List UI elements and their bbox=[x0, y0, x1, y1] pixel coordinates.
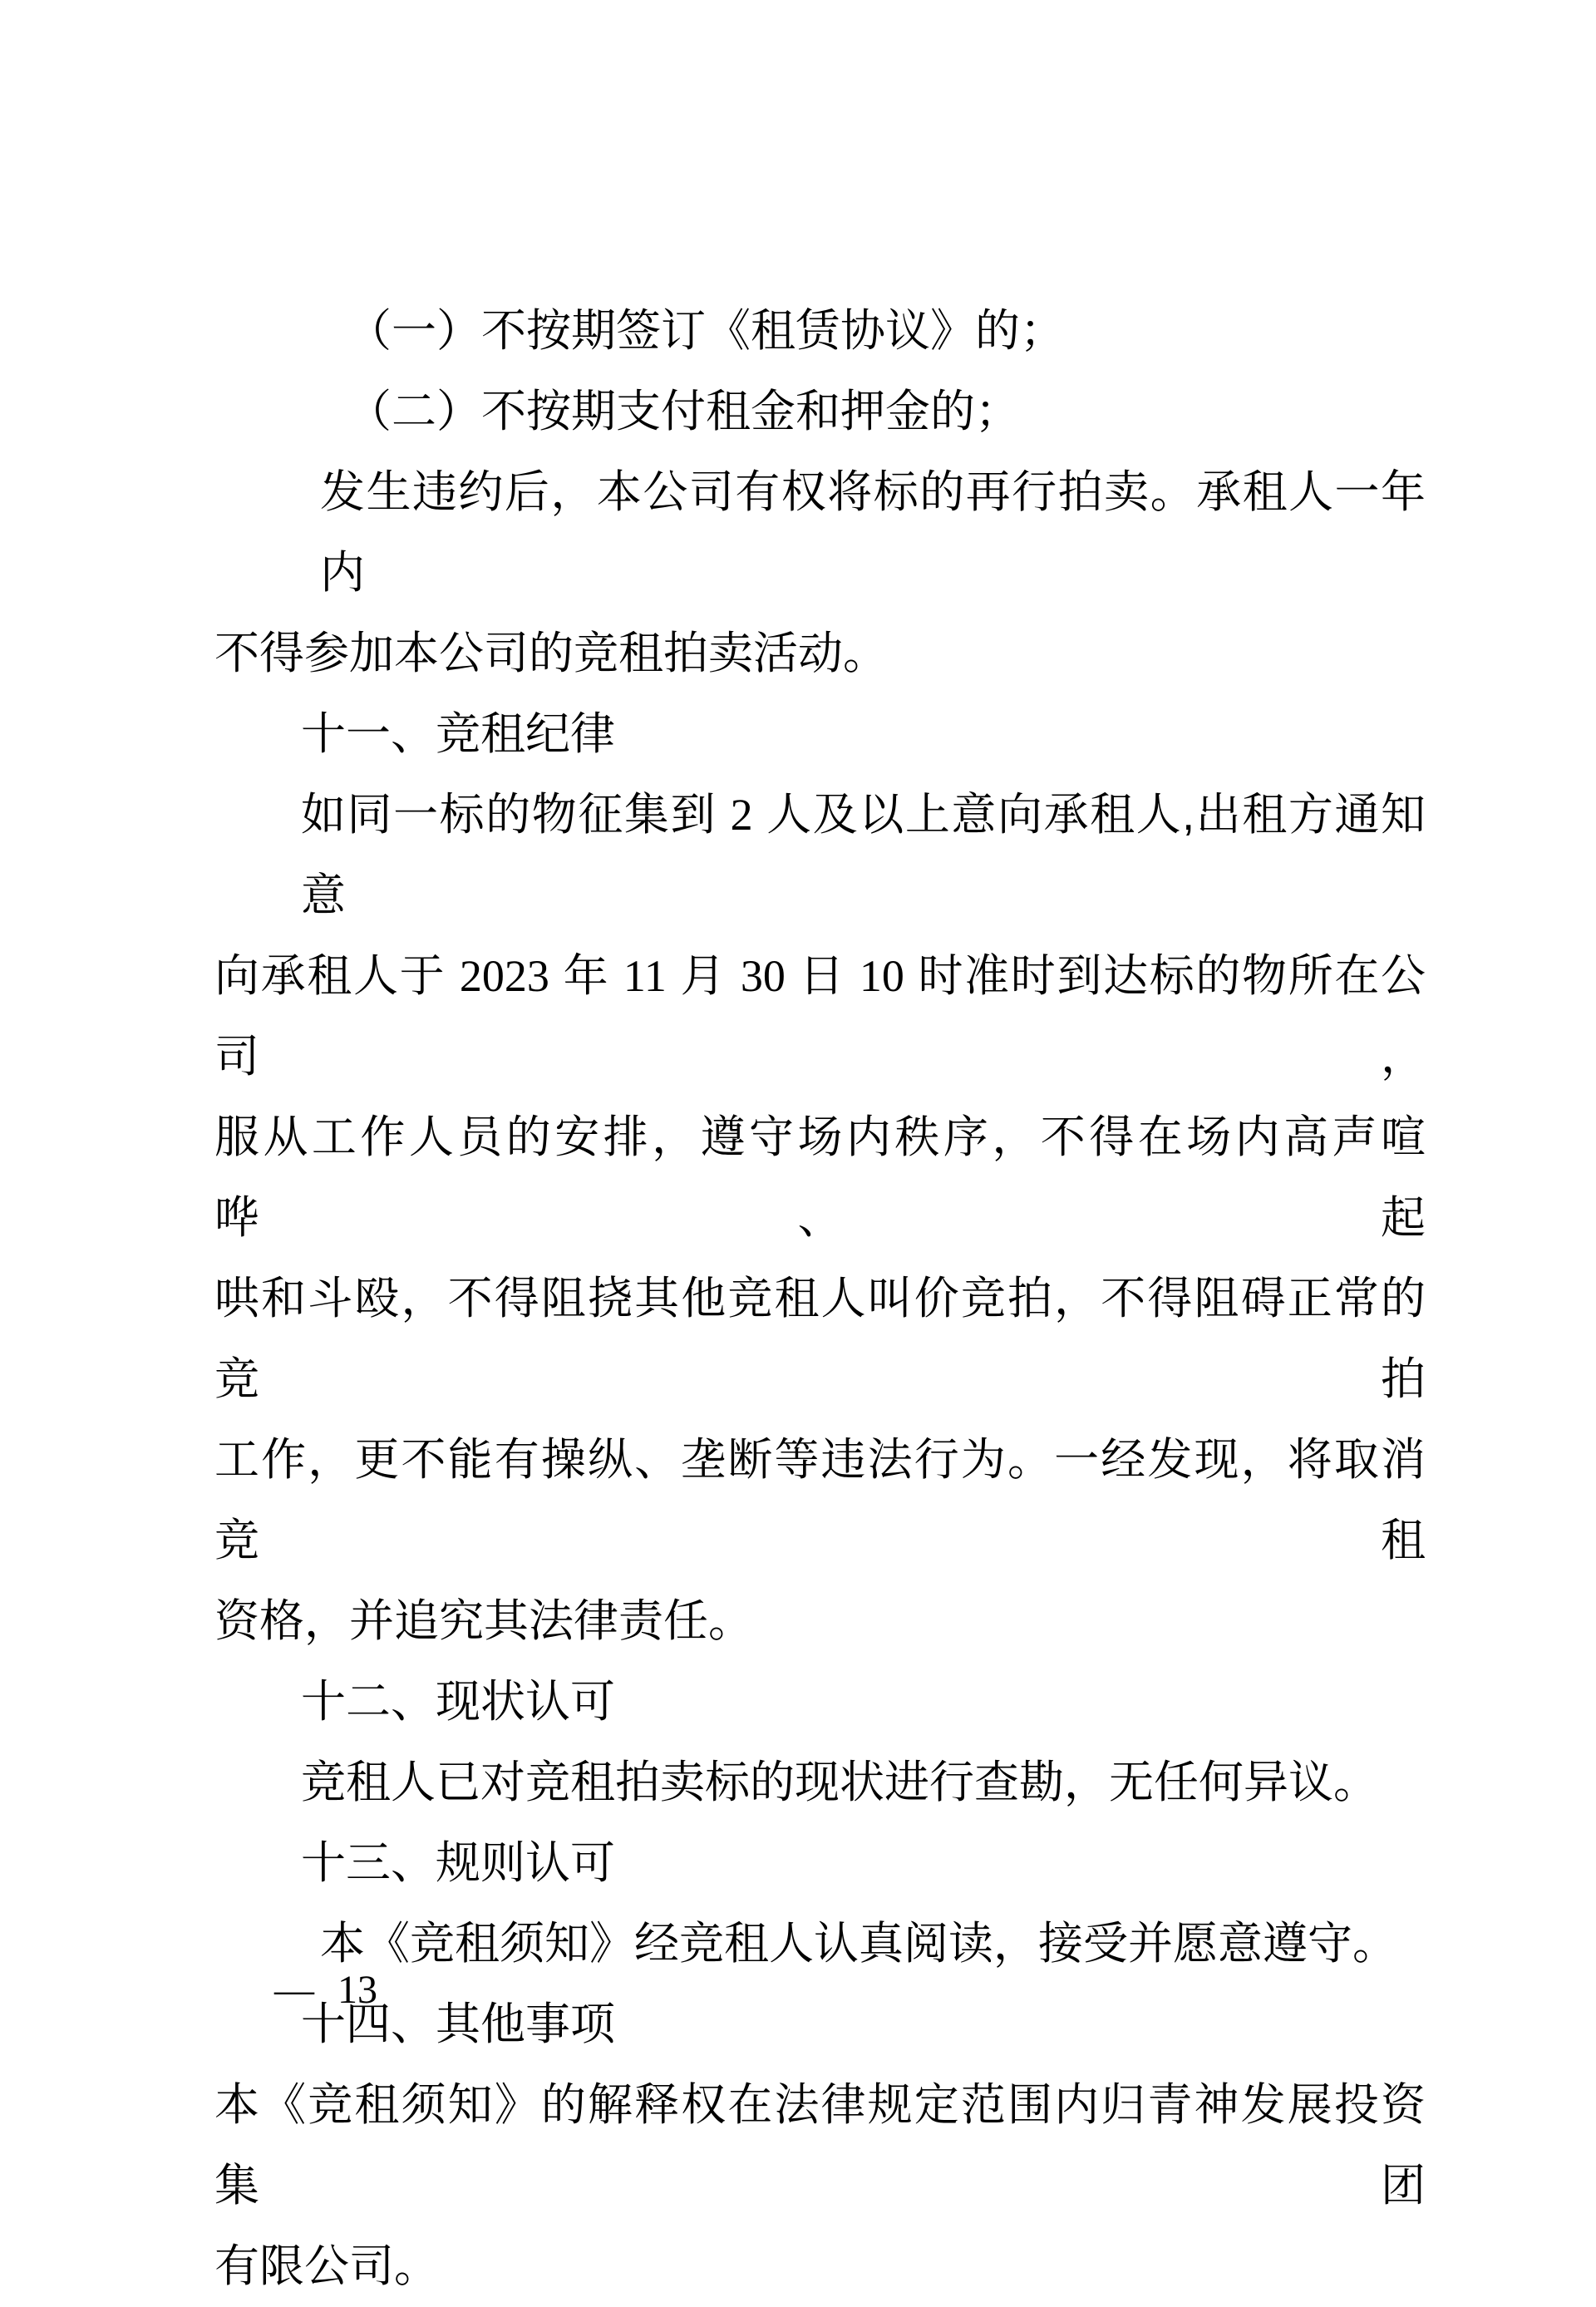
document-line: 如同一标的物征集到 2 人及以上意向承租人,出租方通知意 bbox=[301, 790, 1426, 920]
document-line: 本《竞租须知》经竞租人认真阅读，接受并愿意遵守。 bbox=[320, 1919, 1397, 1969]
document-line: 发生违约后，本公司有权将标的再行拍卖。承租人一年内 bbox=[320, 467, 1426, 598]
document-body bbox=[214, 291, 1426, 2307]
document-line: 有限公司。 bbox=[214, 2241, 439, 2291]
document-line: 工作，更不能有操纵、垄断等违法行为。一经发现，将取消竞租 bbox=[214, 1435, 1426, 1565]
document-line: （一）不按期签订《租赁协议》的； bbox=[347, 306, 1065, 356]
document-line: 本《竞租须知》的解释权在法律规定范围内归青神发展投资集团 bbox=[214, 2080, 1426, 2211]
document-line: 不得参加本公司的竞租拍卖活动。 bbox=[214, 629, 888, 678]
footer-dash: — bbox=[274, 1968, 314, 2012]
document-line: 十三、规则认可 bbox=[301, 1838, 615, 1888]
document-line: 竞租人已对竞租拍卖标的现状进行查勘，无任何异议。 bbox=[301, 1757, 1378, 1807]
document-line: 十二、现状认可 bbox=[301, 1677, 615, 1727]
document-line: 资格，并追究其法律责任。 bbox=[214, 1596, 753, 1646]
document-line: 十一、竞租纪律 bbox=[301, 709, 615, 759]
page-footer bbox=[274, 1969, 377, 2012]
document-line: 向承租人于 2023 年 11 月 30 日 10 时准时到达标的物所在公司， bbox=[214, 951, 1426, 1082]
document-line: 哄和斗殴，不得阻挠其他竞租人叫价竞拍，不得阻碍正常的竞拍 bbox=[214, 1274, 1426, 1404]
document-line: 十四、其他事项 bbox=[301, 1999, 615, 2049]
document-line: 服从工作人员的安排，遵守场内秩序，不得在场内高声喧哗、起 bbox=[214, 1112, 1426, 1243]
document-line: （二）不按期支付租金和押金的； bbox=[347, 387, 1020, 436]
footer-page-number: 13 bbox=[337, 1968, 377, 2012]
